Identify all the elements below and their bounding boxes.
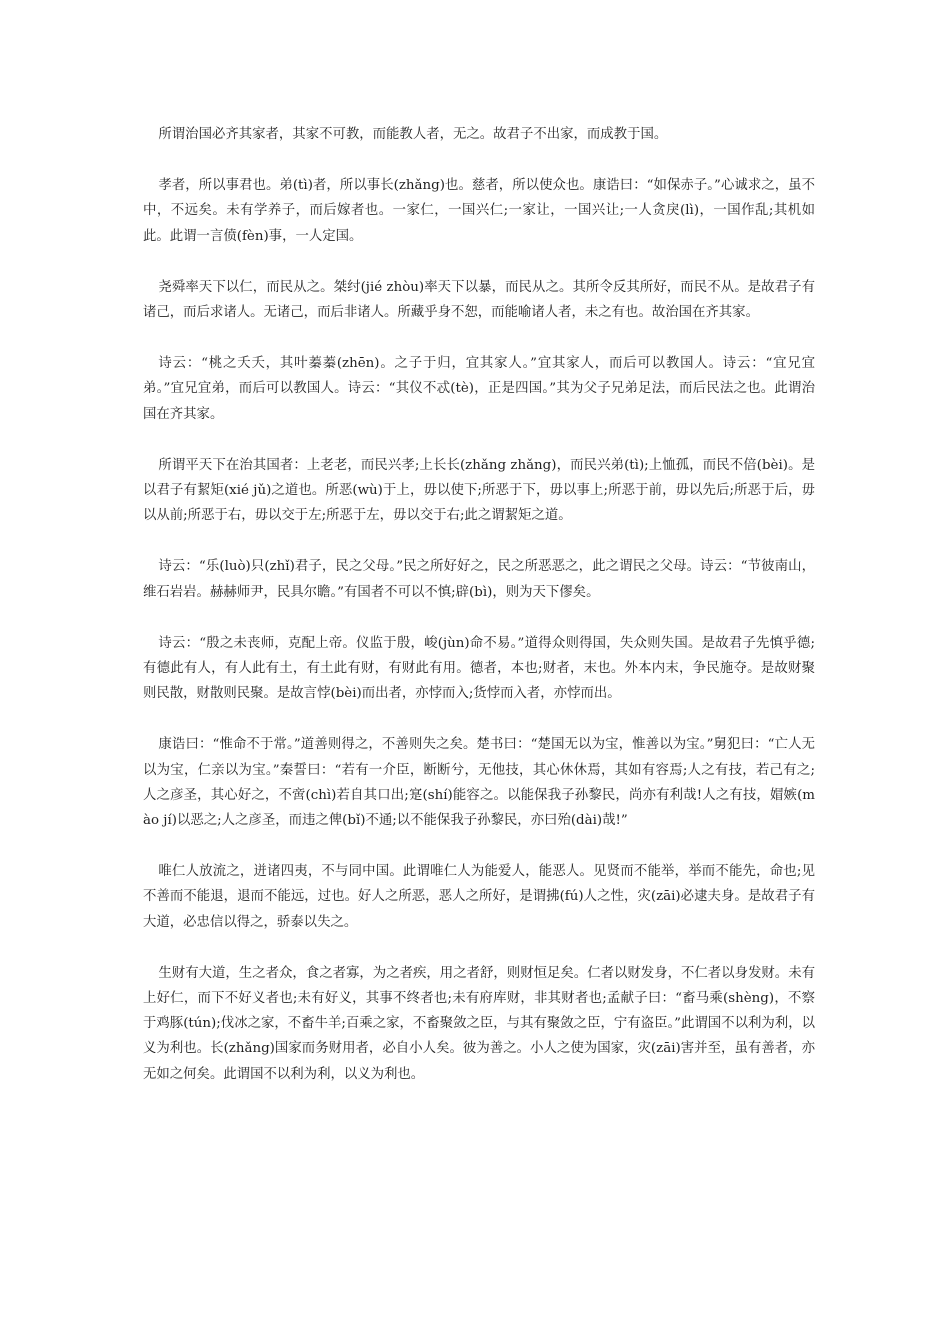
paragraph-1: 所谓治国必齐其家者，其家不可教，而能教人者，无之。故君子不出家，而成教于国。 [158,127,668,142]
paragraph-5: 所谓平天下在治其国者：上老老，而民兴孝;上长长(zhǎng zhǎng)，而民兴弟(tì);上恤孤，而民不倍(bèi)。是以君子有絜矩(xié jǔ)之道也。所恶(wù)于上，毋以使下;所恶于下，毋以事上;所恶于前，毋以先后;所恶于后，毋以从前;所恶于右，毋以交于左;所恶于左，毋以交于右;此之谓絜矩之道。 [143,457,815,524]
paragraph-3: 尧舜率天下以仁，而民从之。桀纣(jié zhòu)率天下以暴，而民从之。其所令反其所好，而民不从。是故君子有诸己，而后求诸人。无诸己，而后非诸人。所藏乎身不恕，而能喻诸人者，未之有也。故治国在齐其家。 [143,279,815,321]
paragraph-10: 生财有大道，生之者众，食之者寡，为之者疾，用之者舒，则财恒足矣。仁者以财发身，不仁者以身发财。未有上好仁，而下不好义者也;未有好义，其事不终者也;未有府库财，非其财者也;孟献子曰：“畜马乘(shèng)，不察于鸡豚(tún);伐冰之家，不畜牛羊;百乘之家，不畜聚敛之臣，与其有聚敛之臣，宁有盗臣。”此谓国不以利为利，以义为利也。长(zhǎng)国家而务财用者，必自小人矣。彼为善之。小人之使为国家，灾(zāi)害并至，虽有善者，亦无如之何矣。此谓国不以利为利，以义为利也。 [143,965,815,1082]
paragraph-6: 诗云：“乐(luò)只(zhǐ)君子，民之父母。”民之所好好之，民之所恶恶之，此之谓民之父母。诗云：“节彼南山，维石岩岩。赫赫师尹，民具尔瞻。”有国者不可以不慎;辟(bì)，则为天下僇矣。 [143,559,815,600]
paragraph-2: 孝者，所以事君也。弟(tì)者，所以事长(zhǎng)也。慈者，所以使众也。康诰曰：“如保赤子。”心诚求之，虽不中，不远矣。未有学养子，而后嫁者也。一家仁，一国兴仁;一家让，一国兴让;一人贪戾(lì)，一国作乱;其机如此。此谓一言偾(fèn)事，一人定国。 [143,178,815,244]
paragraph-9: 唯仁人放流之，迸诸四夷，不与同中国。此谓唯仁人为能爱人，能恶人。见贤而不能举，举而不能先，命也;见不善而不能退，退而不能远，过也。好人之所恶，恶人之所好，是谓拂(fú)人之性，灾(zāi)必逮夫身。是故君子有大道，必忠信以得之，骄泰以失之。 [143,864,815,930]
paragraph-7: 诗云：“殷之未丧师，克配上帝。仪监于殷，峻(jùn)命不易。”道得众则得国，失众则失国。是故君子先慎乎德;有德此有人，有人此有土，有土此有财，有财此有用。德者，本也;财者，末也。外本内末，争民施夺。是故财聚则民散，财散则民聚。是故言悖(bèi)而出者，亦悖而入;货悖而入者，亦悖而出。 [143,635,815,702]
document-body [143,122,815,1113]
paragraph-4: 诗云：“桃之夭夭，其叶蓁蓁(zhēn)。之子于归，宜其家人。”宜其家人，而后可以教国人。诗云：“宜兄宜弟。”宜兄宜弟，而后可以教国人。诗云：“其仪不忒(tè)，正是四国。”其为父子兄弟足法，而后民法之也。此谓治国在齐其家。 [143,356,815,422]
paragraph-8: 康诰曰：“惟命不于常。”道善则得之，不善则失之矣。楚书曰：“楚国无以为宝，惟善以为宝。”舅犯曰：“亡人无以为宝，仁亲以为宝。”秦誓曰：“若有一介臣，断断兮，无他技，其心休休焉，其如有容焉;人之有技，若己有之;人之彦圣，其心好之，不啻(chì)若自其口出;寔(shí)能容之。以能保我子孙黎民，尚亦有利哉!人之有技，媢嫉(mào jí)以恶之;人之彦圣，而违之俾(bǐ)不通;以不能保我子孙黎民，亦曰殆(dài)哉!” [143,737,815,829]
